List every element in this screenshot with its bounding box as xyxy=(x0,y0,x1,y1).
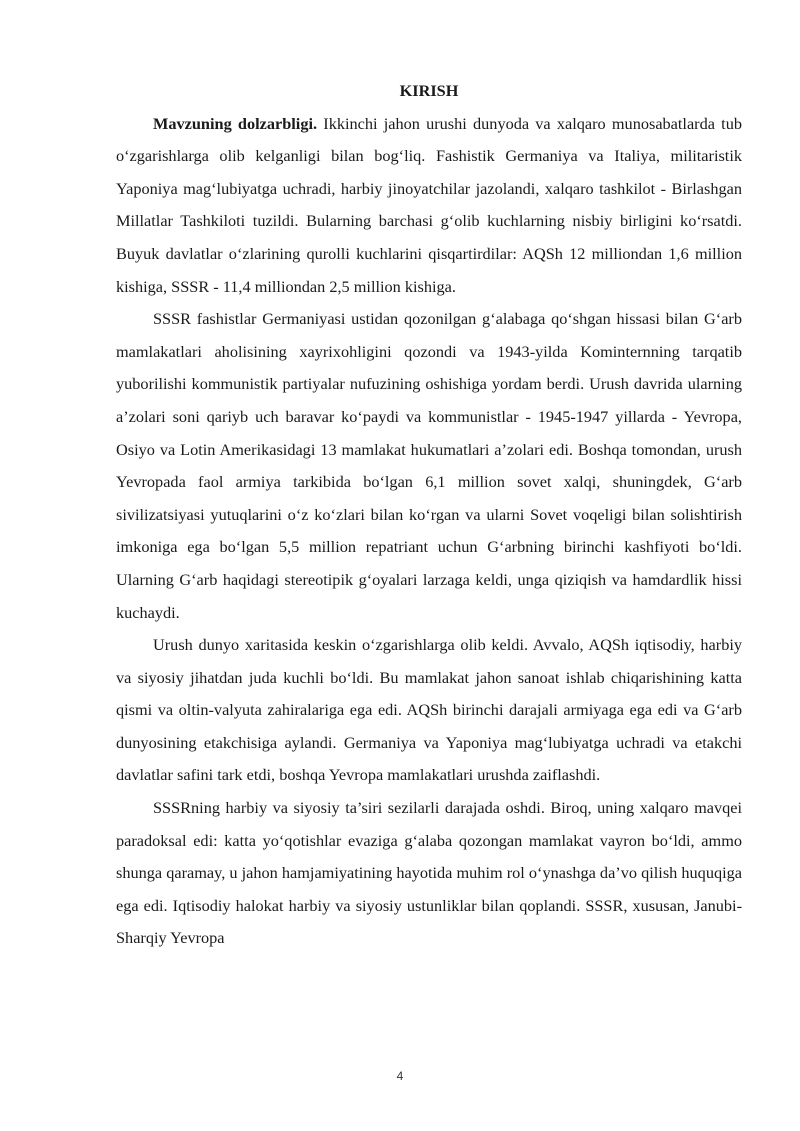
paragraph-ussr-influence: SSSR fashistlar Germaniyasi ustidan qozonilgan g‘alabaga qo‘shgan hissasi bilan G‘arb mamlakatlari aholisining xayrixohligini qozondi va 1943-yilda Kominternning tarqatib yuborilishi kommunistik partiyalar nufuzining oshishiga yordam berdi. Urush davrida ularning a’zolari soni qariyb uch baravar ko‘paydi va kommunistlar - 1945-1947 yillarda - Yevropa, Osiyo va Lotin Amerikasidagi 13 mamlakat hukumatlari a’zolari edi. Boshqa tomondan, urush Yevropada faol armiya tarkibida bo‘lgan 6,1 million sovet xalqi, shuningdek, G‘arb sivilizatsiyasi yutuqlarini o‘z ko‘zlari bilan ko‘rgan va ularni Sovet voqeligi bilan solishtirish imkoniga ega bo‘lgan 5,5 million repatriant uchun G‘arbning birinchi kashfiyoti bo‘ldi. Ularning G‘arb haqidagi stereotipik g‘oyalari larzaga keldi, unga qiziqish va hamdardlik hissi kuchaydi. xyxy=(116,309,742,622)
paragraph-relevance xyxy=(116,108,742,304)
paragraph-lead: Mavzuning dolzarbligi. xyxy=(153,113,318,133)
paragraph-text: Ikkinchi jahon urushi dunyoda va xalqaro munosabatlarda tub o‘zgarishlarga olib kelganligi bilan bog‘liq. Fashistik Germaniya va Italiya, militaristik Yaponiya mag‘lubiyatga uchradi, harbiy jinoyatchilar jazolandi, xalqaro tashkilot - Birlashgan Millatlar Tashkiloti tuzildi. Bularning barchasi g‘olib kuchlarning nisbiy birligini ko‘rsatdi. Buyuk davlatlar o‘zlarining qurolli kuchlarini qisqartirdilar: AQSh 12 milliondan 1,6 million kishiga, SSSR - 11,4 milliondan 2,5 million kishiga. xyxy=(116,113,742,296)
page-number: 4 xyxy=(396,1069,404,1083)
paragraph-ussr-position: SSSRning harbiy va siyosiy ta’siri sezilarli darajada oshdi. Biroq, uning xalqaro mavqei paradoksal edi: katta yo‘qotishlar evaziga g‘alaba qozongan mamlakat vayron bo‘ldi, ammo shunga qaramay, u jahon hamjamiyatining hayotida muhim rol o‘ynashga da’vo qilish huquqiga ega edi. Iqtisodiy halokat harbiy va siyosiy ustunliklar bilan qoplandi. SSSR, xususan, Janubi-Sharqiy Yevropa xyxy=(116,798,742,948)
paragraph-world-map-changes: Urush dunyo xaritasida keskin o‘zgarishlarga olib keldi. Avvalo, AQSh iqtisodiy, harbiy va siyosiy jihatdan juda kuchli bo‘ldi. Bu mamlakat jahon sanoat ishlab chiqarishining katta qismi va oltin-valyuta zahiralariga ega edi. AQSh birinchi darajali armiyaga ega edi va G‘arb dunyosining etakchisiga aylandi. Germaniya va Yaponiya mag‘lubiyatga uchradi va etakchi davlatlar safini tark etdi, boshqa Yevropa mamlakatlari urushda zaiflashdi. xyxy=(116,635,742,785)
section-heading: KIRISH xyxy=(399,81,459,100)
document-body xyxy=(116,75,742,955)
